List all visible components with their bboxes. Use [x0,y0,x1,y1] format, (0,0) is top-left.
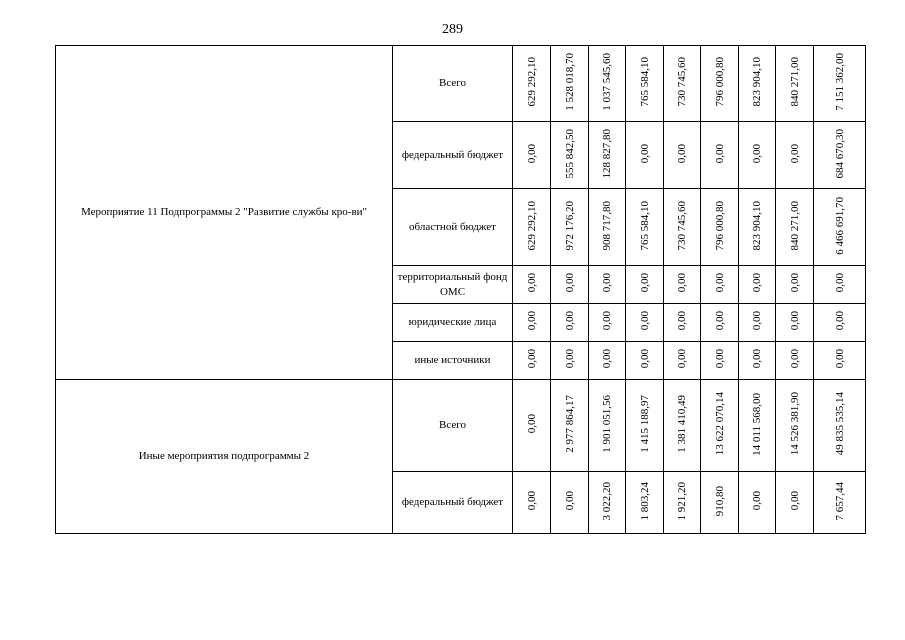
value-text: 765 584,10 [638,200,651,251]
value-text: 0,00 [638,273,651,293]
value-cell [513,472,551,534]
value-text: 0,00 [601,311,613,331]
value-cell [701,266,739,304]
value-cell [589,380,626,472]
value-cell [776,304,814,342]
value-cell [589,304,626,342]
value-text: 2 977 864,17 [563,395,576,453]
value-cell [589,266,626,304]
value-text: 0,00 [676,143,688,164]
value-text: 765 584,10 [638,57,651,107]
value-cell [701,472,739,534]
value-text: 1 803,24 [638,481,651,521]
value-text: 1 921,20 [676,481,688,521]
value-text: 908 717,80 [601,200,613,251]
value-cell [701,380,739,472]
value-text: 840 271,00 [788,200,801,251]
value-text: 730 745,60 [676,200,688,251]
value-cell [513,380,551,472]
value-cell [814,46,866,122]
value-text: 0,00 [563,311,576,331]
value-cell [739,266,776,304]
value-cell [776,266,814,304]
value-cell [739,380,776,472]
value-cell [589,189,626,266]
value-text: 14 011 568,00 [751,392,763,456]
value-cell [513,189,551,266]
value-text: 796 000,80 [713,57,726,107]
value-text: 840 271,00 [788,57,801,107]
value-cell [739,304,776,342]
value-cell [551,46,589,122]
value-cell [513,342,551,380]
value-cell [551,189,589,266]
value-cell [814,380,866,472]
value-cell [814,122,866,189]
value-text: 0,00 [676,311,688,331]
value-cell [701,46,739,122]
value-cell [664,266,701,304]
value-cell [664,122,701,189]
value-text: 0,00 [833,273,846,293]
value-cell [664,342,701,380]
value-cell [513,266,551,304]
value-cell [776,46,814,122]
value-text: 629 292,10 [525,57,538,107]
value-cell [776,122,814,189]
value-text: 0,00 [788,311,801,331]
value-cell [739,189,776,266]
value-text: 0,00 [525,491,538,511]
value-cell [626,189,664,266]
funding-source: Всего [393,380,513,472]
value-text: 0,00 [601,273,613,293]
value-cell [626,342,664,380]
value-text: 0,00 [788,349,801,369]
value-cell [551,342,589,380]
value-text: 972 176,20 [563,200,576,251]
value-text: 0,00 [751,349,763,369]
value-text: 6 466 691,70 [833,196,846,255]
value-text: 0,00 [563,491,576,511]
value-cell [776,472,814,534]
value-text: 0,00 [713,273,726,293]
value-text: 0,00 [525,311,538,331]
table-row [56,46,866,122]
value-cell [551,472,589,534]
value-cell [776,342,814,380]
value-text: 1 381 410,49 [676,395,688,453]
value-text: 0,00 [638,311,651,331]
value-text: 0,00 [788,491,801,511]
value-text: 0,00 [751,273,763,293]
value-text: 0,00 [601,349,613,369]
value-cell [626,122,664,189]
value-cell [664,380,701,472]
value-text: 7 151 362,00 [833,53,846,111]
value-cell [551,122,589,189]
value-cell [626,304,664,342]
value-cell [664,472,701,534]
value-text: 13 622 070,14 [713,392,726,456]
value-cell [589,342,626,380]
value-cell [701,342,739,380]
value-cell [626,472,664,534]
value-text: 684 670,30 [833,128,846,179]
value-text: 7 657,44 [833,481,846,521]
value-cell [626,266,664,304]
value-cell [701,122,739,189]
value-cell [739,342,776,380]
page-number: 289 [442,22,463,37]
value-text: 0,00 [525,143,538,164]
funding-source: территориальный фонд ОМС [393,266,513,304]
value-cell [513,122,551,189]
value-cell [664,304,701,342]
value-cell [739,46,776,122]
funding-source: областной бюджет [393,189,513,266]
value-text: 910,80 [713,485,726,517]
value-text: 730 745,60 [676,57,688,107]
table-row [56,380,866,472]
value-cell [551,266,589,304]
value-text: 0,00 [788,273,801,293]
value-text: 0,00 [638,349,651,369]
value-text: 0,00 [751,491,763,511]
value-cell [589,472,626,534]
value-text: 1 528 018,70 [563,53,576,111]
event-name: Иные мероприятия подпрограммы 2 [56,380,393,534]
value-text: 0,00 [713,349,726,369]
value-cell [814,266,866,304]
value-cell [664,189,701,266]
value-text: 0,00 [751,143,763,164]
value-cell [739,122,776,189]
budget-table [55,45,866,534]
value-text: 1 901 051,56 [601,395,613,453]
value-text: 0,00 [563,349,576,369]
value-text: 796 000,80 [713,200,726,251]
value-text: 0,00 [751,311,763,331]
value-cell [589,122,626,189]
value-cell [776,189,814,266]
value-text: 0,00 [525,349,538,369]
value-text: 629 292,10 [525,200,538,251]
value-text: 0,00 [525,414,538,434]
value-cell [626,46,664,122]
value-text: 1 415 188,97 [638,395,651,453]
value-text: 555 842,50 [563,128,576,179]
value-cell [513,304,551,342]
value-cell [814,342,866,380]
value-cell [701,304,739,342]
value-text: 0,00 [713,143,726,164]
value-text: 0,00 [525,273,538,293]
value-cell [814,189,866,266]
funding-source: иные источники [393,342,513,380]
value-text: 0,00 [676,273,688,293]
value-cell [626,380,664,472]
value-text: 0,00 [833,311,846,331]
value-cell [814,472,866,534]
funding-source: федеральный бюджет [393,472,513,534]
value-text: 1 037 545,60 [601,53,613,111]
value-cell [814,304,866,342]
value-cell [551,304,589,342]
value-cell [776,380,814,472]
value-cell [664,46,701,122]
funding-source: юридические лица [393,304,513,342]
event-name: Мероприятие 11 Подпрограммы 2 "Развитие службы кро-ви" [56,46,393,380]
value-text: 0,00 [788,143,801,164]
value-text: 0,00 [638,143,651,164]
value-text: 128 827,80 [601,128,613,179]
funding-source: федеральный бюджет [393,122,513,189]
value-text: 0,00 [676,349,688,369]
funding-source: Всего [393,46,513,122]
value-text: 823 904,10 [751,200,763,251]
value-cell [551,380,589,472]
value-text: 0,00 [563,273,576,293]
value-text: 49 835 535,14 [833,392,846,456]
value-text: 3 022,20 [601,481,613,521]
value-text: 0,00 [713,311,726,331]
value-cell [513,46,551,122]
value-cell [701,189,739,266]
value-text: 14 526 381,90 [788,392,801,456]
value-text: 823 904,10 [751,57,763,107]
value-text: 0,00 [833,349,846,369]
value-cell [739,472,776,534]
value-cell [589,46,626,122]
